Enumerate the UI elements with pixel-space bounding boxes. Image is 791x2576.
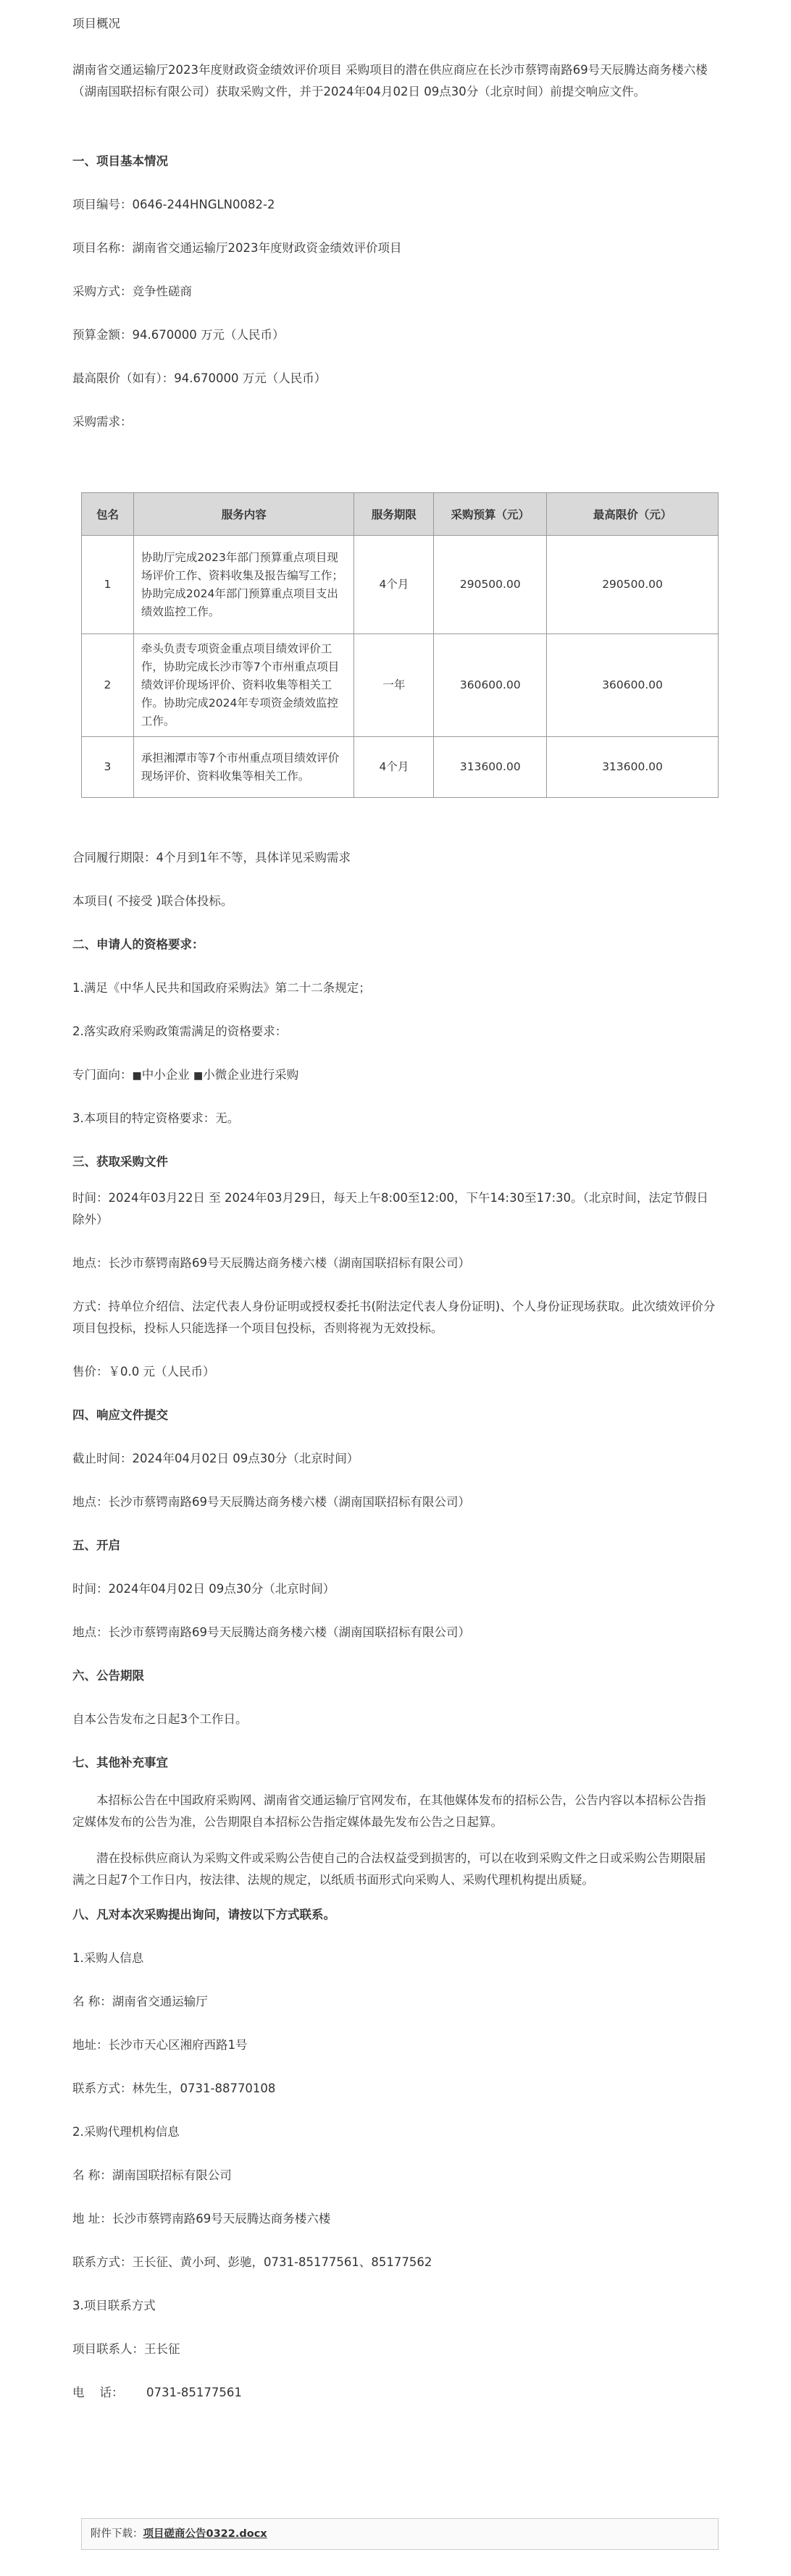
cell-content: 牵头负责专项资金重点项目绩效评价工作，协助完成长沙市等7个市州重点项目绩效评价现场评价、资料收集等相关工作。协助完成2024年专项资金绩效监控工作。	[133, 634, 354, 737]
cell-budget: 360600.00	[434, 634, 547, 737]
notice-period: 自本公告发布之日起3个工作日。	[72, 1712, 248, 1726]
agent-info-label: 2.采购代理机构信息	[72, 2125, 180, 2139]
cell-package: 1	[82, 536, 134, 634]
project-contact-phone: 电 话： 0731-85177561	[72, 2386, 242, 2399]
cell-period: 4个月	[354, 737, 434, 798]
section-5-heading: 五、开启	[72, 1539, 120, 1552]
table-row	[82, 737, 719, 798]
cell-period: 4个月	[354, 536, 434, 634]
document-price: 售价：￥0.0 元（人民币）	[72, 1365, 215, 1379]
attachment-box	[81, 2518, 719, 2550]
table-row	[82, 634, 719, 737]
project-contact-label: 3.项目联系方式	[72, 2299, 156, 2312]
section-1-heading: 一、项目基本情况	[72, 154, 168, 168]
max-price: 最高限价（如有）：94.670000 万元（人民币）	[72, 371, 327, 385]
opening-time: 时间：2024年04月02日 09点30分（北京时间）	[72, 1582, 335, 1596]
project-contact-person: 项目联系人：王长征	[72, 2342, 180, 2356]
section-3-heading: 三、获取采购文件	[72, 1155, 168, 1169]
buyer-address: 地址：长沙市天心区湘府西路1号	[72, 2038, 248, 2052]
table-row	[82, 536, 719, 634]
section-4-heading: 四、响应文件提交	[72, 1408, 168, 1422]
buyer-info-label: 1.采购人信息	[72, 1951, 144, 1965]
cell-content: 协助厅完成2023年部门预算重点项目现场评价工作、资料收集及报告编写工作；协助完成2024年部门预算重点项目支出绩效监控工作。	[133, 536, 354, 634]
section-7-heading: 七、其他补充事宜	[72, 1756, 168, 1769]
qualification-item-2: 2.落实政府采购政策需满足的资格要求：	[72, 1024, 288, 1038]
opening-place: 地点：长沙市蔡锷南路69号天辰腾达商务楼六楼（湖南国联招标有限公司）	[72, 1625, 470, 1639]
obtain-time: 时间：2024年03月22日 至 2024年03月29日，每天上午8:00至12:00，下午14:30至17:30。（北京时间，法定节假日除外）	[72, 1191, 708, 1226]
cell-content: 承担湘潭市等7个市州重点项目绩效评价现场评价、资料收集等相关工作。	[133, 737, 354, 798]
overview-intro: 湖南省交通运输厅2023年度财政资金绩效评价项目 采购项目的潜在供应商应在长沙市蔡锷南路69号天辰腾达商务楼六楼（湖南国联招标有限公司）获取采购文件，并于2024年04月02日 09点30分（北京时间）前提交响应文件。	[72, 63, 708, 98]
cell-budget: 290500.00	[434, 536, 547, 634]
qualification-item-3: 3.本项目的特定资格要求：无。	[72, 1111, 240, 1125]
supplement-paragraph-2: 潜在投标供应商认为采购文件或采购公告使自己的合法权益受到损害的，可以在收到采购文件之日或采购公告期限届满之日起7个工作日内，按法律、法规的规定，以纸质书面形式向采购人、采购代理机构提出质疑。	[72, 1851, 706, 1887]
submit-place: 地点：长沙市蔡锷南路69号天辰腾达商务楼六楼（湖南国联招标有限公司）	[72, 1495, 470, 1509]
section-2-heading: 二、申请人的资格要求：	[72, 938, 204, 951]
checkbox-micro[interactable]: ■	[193, 1070, 204, 1082]
cell-package: 2	[82, 634, 134, 737]
special-targeting	[72, 1064, 298, 1087]
table-header-row	[82, 493, 719, 536]
obtain-place: 地点：长沙市蔡锷南路69号天辰腾达商务楼六楼（湖南国联招标有限公司）	[72, 1256, 470, 1270]
submit-deadline: 截止时间：2024年04月02日 09点30分（北京时间）	[72, 1452, 359, 1465]
project-name: 项目名称：湖南省交通运输厅2023年度财政资金绩效评价项目	[72, 241, 402, 255]
project-number: 项目编号：0646-244HNGLN0082-2	[72, 198, 275, 211]
section-6-heading: 六、公告期限	[72, 1669, 144, 1683]
attachment-download-link[interactable]: 项目磋商公告0322.docx	[143, 2528, 267, 2540]
supplement-paragraph-1: 本招标公告在中国政府采购网、湖南省交通运输厅官网发布，在其他媒体发布的招标公告，公告内容以本招标公告指定媒体发布的公告为准，公告期限自本招标公告指定媒体最先发布公告之日起算。	[72, 1793, 706, 1829]
agent-address: 地 址：长沙市蔡锷南路69号天辰腾达商务楼六楼	[72, 2212, 331, 2226]
buyer-name: 名 称：湖南省交通运输厅	[72, 1995, 208, 2008]
budget-amount: 预算金额：94.670000 万元（人民币）	[72, 328, 285, 342]
cell-max-price: 313600.00	[547, 737, 719, 798]
requirements-table	[81, 492, 719, 798]
requirements-label: 采购需求：	[72, 415, 133, 429]
overview-title: 项目概况	[72, 17, 120, 30]
option-sme: 中小企业	[141, 1068, 190, 1082]
cell-max-price: 290500.00	[547, 536, 719, 634]
cell-package: 3	[82, 737, 134, 798]
cell-period: 一年	[354, 634, 434, 737]
obtain-method: 方式：持单位介绍信、法定代表人身份证明或授权委托书(附法定代表人身份证明)、个人身份证现场获取。此次绩效评价分项目包投标，投标人只能选择一个项目包投标，否则将视为无效投标。	[72, 1300, 716, 1335]
header-content: 服务内容	[133, 493, 354, 536]
section-8-heading: 八、凡对本次采购提出询问，请按以下方式联系。	[72, 1908, 335, 1922]
agent-contact: 联系方式：王长征、黄小珂、彭驰，0731-85177561、85177562	[72, 2255, 432, 2269]
consortium-note: 本项目( 不接受 )联合体投标。	[72, 894, 233, 908]
header-max-price: 最高限价（元）	[547, 493, 719, 536]
header-package: 包名	[82, 493, 134, 536]
special-targeting-label: 专门面向：	[72, 1068, 133, 1082]
qualification-item-1: 1.满足《中华人民共和国政府采购法》第二十二条规定；	[72, 981, 371, 995]
attachment-label: 附件下载：	[91, 2528, 143, 2540]
checkbox-sme[interactable]: ■	[132, 1070, 142, 1082]
procurement-method: 采购方式：竞争性磋商	[72, 285, 192, 298]
option-micro: 小微企业进行采购	[203, 1068, 299, 1082]
buyer-contact: 联系方式：林先生，0731-88770108	[72, 2082, 276, 2095]
cell-budget: 313600.00	[434, 737, 547, 798]
cell-max-price: 360600.00	[547, 634, 719, 737]
agent-name: 名 称：湖南国联招标有限公司	[72, 2168, 232, 2182]
header-budget: 采购预算（元）	[434, 493, 547, 536]
contract-period: 合同履行期限：4个月到1年不等，具体详见采购需求	[72, 851, 351, 864]
header-period: 服务期限	[354, 493, 434, 536]
